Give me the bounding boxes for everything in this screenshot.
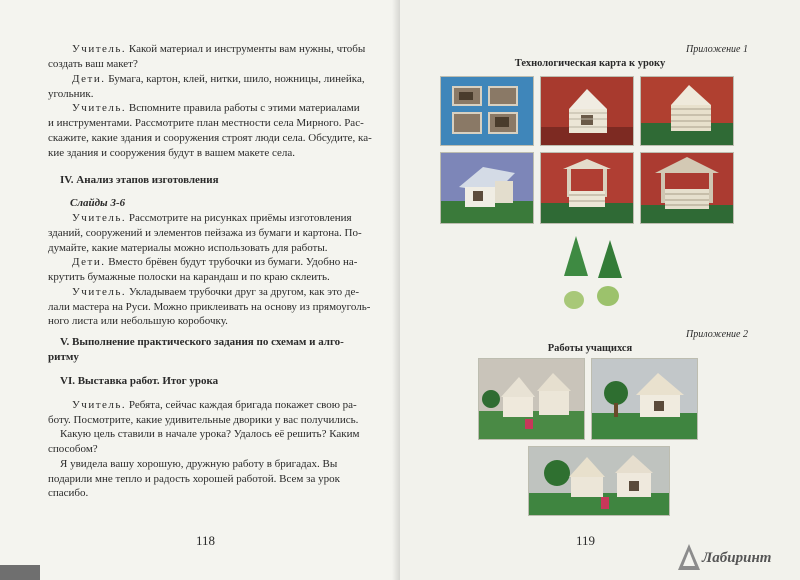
photo-log-house-2: [640, 76, 734, 146]
text-line: Я увидела вашу хорошую, дружную работу в бригадах. Вы: [60, 458, 338, 470]
logo-text: Лабиринт: [702, 550, 772, 566]
slides-label: Слайды 3-6: [70, 197, 126, 209]
text-line: Учитель. Ребята, сейчас каждая бригада покажет свою ра-: [72, 399, 357, 411]
section-heading-cont: ритму: [48, 351, 79, 363]
text-line: Какую цель ставили в начале урока? Удалось её решить? Каким: [60, 428, 360, 440]
text-line: думайте, какие материалы можно использовать для работы.: [48, 242, 328, 254]
page-number: 118: [196, 533, 216, 548]
text-line: создать ваш макет?: [48, 58, 138, 70]
photo-house-roof: [440, 152, 534, 224]
text-line: Учитель. Рассмотрите на рисунках приёмы изготовления: [72, 212, 352, 224]
text-line: и инструментами. Рассмотрите план местности села Мирного. Рас-: [48, 117, 364, 129]
photo-student-work-1: [478, 358, 585, 440]
tree-cutouts: [560, 230, 630, 320]
text-line: Учитель. Какой материал и инструменты вам нужны, чтобы: [72, 43, 366, 55]
appendix-label: Приложение 2: [686, 329, 748, 340]
section-heading: V. Выполнение практического задания по схемам и алго-: [60, 336, 344, 348]
text-line: лали мастера на Руси. Можно приклеивать на основу из прямоуголь-: [48, 301, 371, 313]
labirint-logo: [676, 540, 796, 574]
text-line: Дети. Бумага, картон, клей, нитки, шило, ножницы, линейка,: [72, 73, 365, 85]
page-edge-mark: [0, 565, 40, 580]
text-line: боту. Посмотрите, какие удивительные дворики у вас получились.: [48, 414, 359, 426]
photo-student-work-2: [591, 358, 698, 440]
page-number: 119: [576, 533, 596, 548]
text-line: угольник.: [48, 88, 94, 100]
text-line: кие здания и сооружения будут в вашем макете села.: [48, 147, 295, 159]
appendix-label: Приложение 1: [686, 44, 748, 55]
text-line: подарили мне тепло и радость хорошей работой. Всем за урок: [48, 473, 340, 485]
logo-icon: [676, 542, 702, 572]
text-line: спасибо.: [48, 487, 89, 499]
chart-title: Технологическая карта к уроку: [514, 58, 666, 69]
text-line: зданий, сооружений и элементов пейзажа из бумаги и картона. По-: [48, 227, 362, 239]
text-line: ного листа или небольшую коробочку.: [48, 315, 228, 327]
text-line: способом?: [48, 443, 98, 455]
text-line: Учитель. Укладываем трубочки друг за другом, как это де-: [72, 286, 359, 298]
text-line: крутить бумажные полоски на карандаш и по краю склеить.: [48, 271, 330, 283]
text-line: Дети. Вместо брёвен будут трубочки из бумаги. Удобно на-: [72, 256, 358, 268]
photo-log-house-1: [540, 76, 634, 146]
photo-well-1: [540, 152, 634, 224]
section-heading: VI. Выставка работ. Итог урока: [60, 375, 219, 387]
photo-student-work-3: [528, 446, 670, 516]
text-line: Учитель. Вспомните правила работы с этими материалами: [72, 102, 360, 114]
photo-wall-parts: [440, 76, 534, 146]
photo-well-2: [640, 152, 734, 224]
right-page: [400, 0, 800, 580]
section-heading: IV. Анализ этапов изготовления: [60, 174, 219, 186]
text-line: скажите, какие здания и сооружения строят люди села. Обсудите, ка-: [48, 132, 372, 144]
students-works-title: Работы учащихся: [547, 343, 633, 354]
